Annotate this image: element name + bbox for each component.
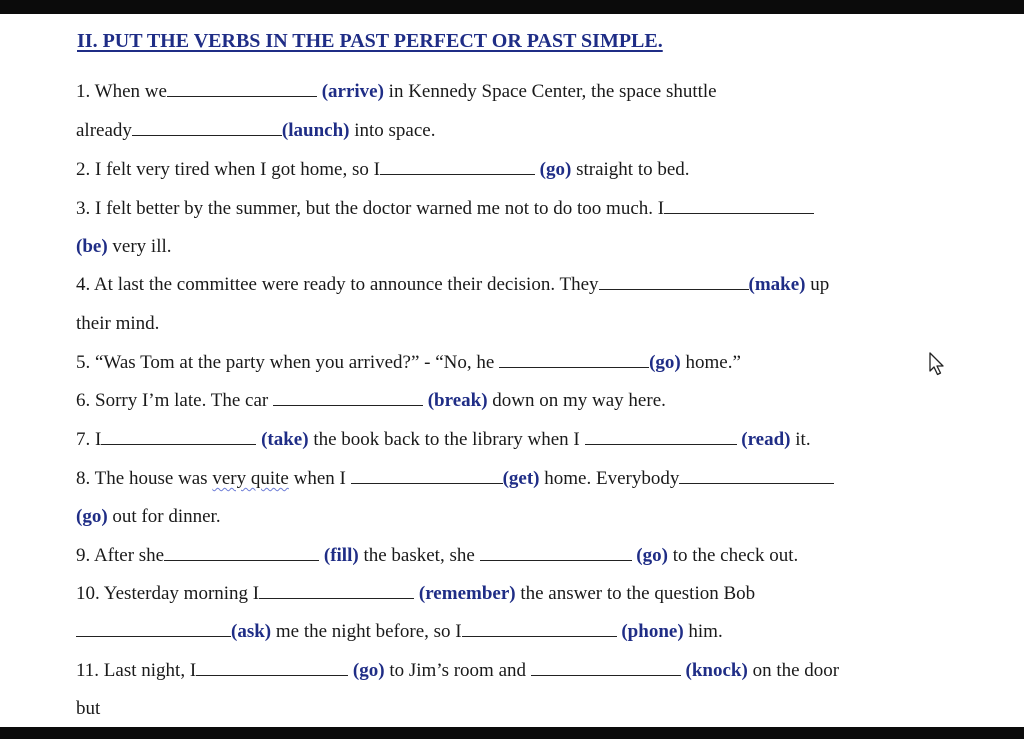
q10-text: the answer to the question Bob <box>515 583 756 604</box>
answer-blank[interactable] <box>499 352 649 368</box>
q6-text: 6. Sorry I’m late. The car <box>76 390 273 411</box>
q9-text: 9. After she <box>76 545 165 566</box>
q11-text: but <box>76 698 101 719</box>
q10-text: 10. Yesterday morning I <box>76 583 260 604</box>
worksheet-page <box>0 14 1024 727</box>
q1-text: into space. <box>349 120 436 141</box>
answer-blank[interactable] <box>679 468 834 484</box>
verb-hint: (go) <box>76 506 108 527</box>
question-10 <box>76 583 755 605</box>
q7-text: it. <box>790 429 811 450</box>
question-4-cont <box>76 313 159 335</box>
question-1-cont <box>76 120 436 142</box>
question-7 <box>76 429 811 451</box>
question-3 <box>76 198 814 220</box>
q11-text: to Jim’s room and <box>384 660 531 681</box>
verb-hint: (go) <box>649 352 681 373</box>
q5-text: 5. “Was Tom at the party when you arrived?” - “No, he <box>76 352 500 373</box>
q8-text: home. Everybody <box>539 468 680 489</box>
answer-blank[interactable] <box>164 545 319 561</box>
question-2 <box>76 159 690 181</box>
q8-text: out for dinner. <box>107 506 221 527</box>
verb-hint: (fill) <box>323 545 359 566</box>
verb-hint: (make) <box>748 274 806 295</box>
answer-blank[interactable] <box>101 429 256 445</box>
verb-hint: (phone) <box>621 621 684 642</box>
q4-text: their mind. <box>76 313 160 334</box>
q8-text: when I <box>288 468 351 489</box>
q3-text: 3. I felt better by the summer, but the doctor warned me not to do too much. I <box>76 198 665 219</box>
verb-hint: (get) <box>502 468 540 489</box>
q1-text: already <box>76 120 132 141</box>
verb-hint: (ask) <box>231 621 272 642</box>
q4-text: 4. At last the committee were ready to announce their decision. They <box>76 274 599 295</box>
question-8-cont <box>76 506 221 528</box>
q11-text: on the door <box>747 660 840 681</box>
answer-blank[interactable] <box>167 81 317 97</box>
q2-text: 2. I felt very tired when I got home, so I <box>76 159 380 180</box>
q9-text: the basket, she <box>358 545 480 566</box>
answer-blank[interactable] <box>351 468 503 484</box>
answer-blank[interactable] <box>664 198 814 214</box>
answer-blank[interactable] <box>259 583 414 599</box>
q1-text: in Kennedy Space Center, the space shuttle <box>383 81 717 102</box>
verb-hint: (break) <box>427 390 488 411</box>
q3-text: very ill. <box>107 236 172 257</box>
q11-text: 11. Last night, I <box>76 660 197 681</box>
answer-blank[interactable] <box>585 429 737 445</box>
answer-blank[interactable] <box>462 621 617 637</box>
q6-text: down on my way here. <box>487 390 666 411</box>
verb-hint: (read) <box>741 429 791 450</box>
q8-text: 8. The house was <box>76 468 213 489</box>
answer-blank[interactable] <box>196 660 348 676</box>
q7-text: 7. I <box>76 429 102 450</box>
verb-hint: (go) <box>352 660 385 681</box>
answer-blank[interactable] <box>599 274 749 290</box>
question-5 <box>76 352 741 374</box>
verb-hint: (go) <box>636 545 668 566</box>
q5-text: home.” <box>680 352 741 373</box>
answer-blank[interactable] <box>76 621 231 637</box>
q2-text: straight to bed. <box>571 159 690 180</box>
q1-text: 1. When we <box>76 81 167 102</box>
question-11 <box>76 660 839 682</box>
verb-hint: (remember) <box>418 583 516 604</box>
answer-blank[interactable] <box>380 159 535 175</box>
q10-text: him. <box>683 621 723 642</box>
spelling-squiggle: very quite <box>212 468 289 489</box>
question-11-cont <box>76 698 100 720</box>
q10-text: me the night before, so I <box>271 621 462 642</box>
question-1 <box>76 81 717 103</box>
answer-blank[interactable] <box>273 390 423 406</box>
verb-hint: (arrive) <box>321 81 384 102</box>
question-4 <box>76 274 829 296</box>
verb-hint: (be) <box>76 236 108 257</box>
verb-hint: (go) <box>539 159 572 180</box>
q4-text: up <box>805 274 830 295</box>
answer-blank[interactable] <box>531 660 681 676</box>
verb-hint: (launch) <box>281 120 350 141</box>
question-6 <box>76 390 666 412</box>
question-3-cont <box>76 236 172 258</box>
verb-hint: (take) <box>261 429 309 450</box>
page-title: II. PUT THE VERBS IN THE PAST PERFECT OR PAST SIMPLE. <box>77 30 663 52</box>
question-10-cont <box>76 621 723 643</box>
mouse-pointer-icon <box>928 352 946 378</box>
q9-text: to the check out. <box>667 545 799 566</box>
answer-blank[interactable] <box>480 545 632 561</box>
q7-text: the book back to the library when I <box>308 429 585 450</box>
question-8 <box>76 468 834 490</box>
answer-blank[interactable] <box>132 120 282 136</box>
verb-hint: (knock) <box>685 660 748 681</box>
question-9 <box>76 545 798 567</box>
